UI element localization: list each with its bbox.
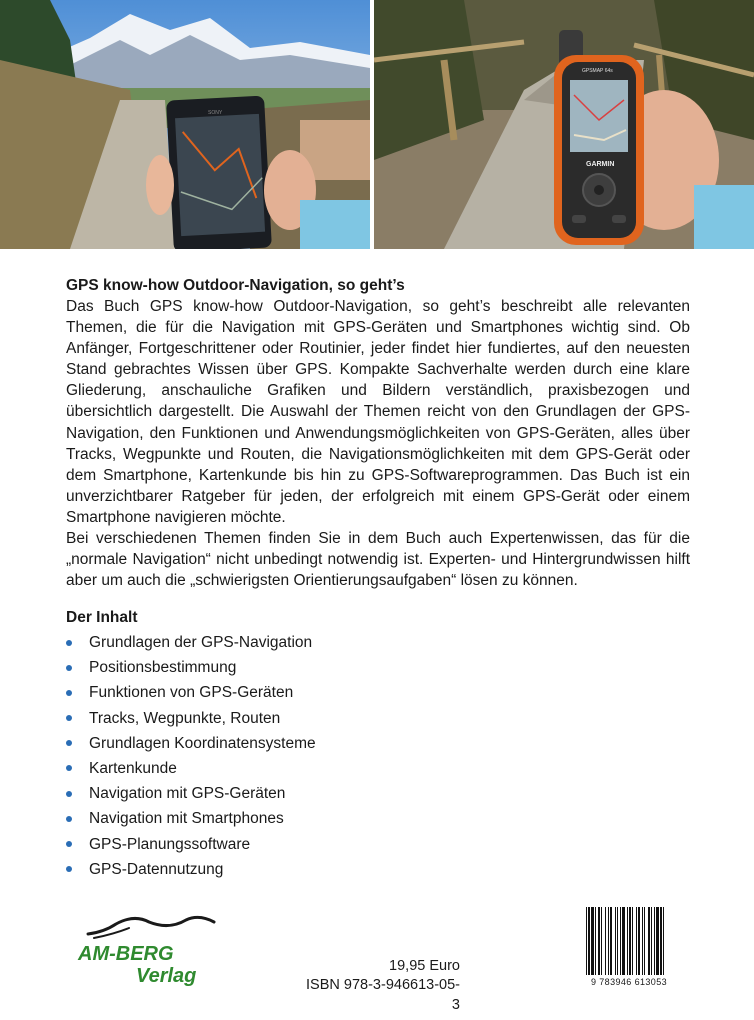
list-item-label: Tracks, Wegpunkte, Routen: [89, 709, 281, 727]
bullet-icon: [66, 765, 72, 771]
barcode-icon: [584, 907, 676, 987]
barcode-bar: [660, 907, 662, 975]
photo-gps-device-trail: [374, 0, 754, 249]
bullet-icon: [66, 740, 72, 746]
description-paragraph: Das Buch GPS know-how Outdoor-Navigation, so geht’s beschreibt alle relevanten Themen, die für die Navigation mit GPS-Geräten und Smartphones wichtig sind. Ob Anfänger, Fortgeschrittener oder Routinier, jeder findet hier fundiertes, auf den neuesten Stand gebrachtes Wissen über GPS. Kompakte Sachverhalte werden durch eine klare Gliederung, anschauliche Grafiken und Bildern verständlich, praxisbezogen und übersichtlich dargestellt. Die Auswahl der Themen reicht von den Grundlagen der GPS-Navigation, den Funktionen und Anwendungsmöglichkeiten von GPS-Geräten, alles über Tracks, Wegpunkte und Routen, die Navigationsmöglichkeiten mit dem GPS-Gerät oder dem Smartphone, Kartenkunde bis hin zu GPS-Softwareprogrammen. Das Buch ist ein unverzichtbarer Ratgeber für jeden, der erfolgreich mit einem GPS-Gerät oder einem Smartphone navigieren möchte.: [66, 298, 690, 526]
barcode-bar: [620, 907, 621, 975]
barcode-bar: [595, 907, 596, 975]
list-item-label: Navigation mit Smartphones: [89, 810, 284, 828]
bullet-icon: [66, 866, 72, 872]
barcode-bar: [663, 907, 664, 975]
barcode-bar: [651, 907, 652, 975]
list-item-label: Kartenkunde: [89, 759, 177, 777]
logo-subtitle: Verlag: [136, 965, 197, 987]
barcode-bar: [608, 907, 609, 975]
barcode-bar: [622, 907, 625, 975]
description-paragraph: Bei verschiedenen Themen finden Sie in dem Buch auch Expertenwissen, das für die „normale Navigation“ nicht unbedingt notwendig ist. Experten- und Hintergrundwissen hilft aber um auch die „schwierigsten Orientierungsaufgaben“ lösen zu können.: [66, 530, 690, 590]
bullet-icon: [66, 841, 72, 847]
barcode-bar: [642, 907, 643, 975]
bullet-icon: [66, 690, 72, 696]
list-item: [66, 756, 316, 781]
barcode-bar: [605, 907, 606, 975]
book-description: [66, 296, 690, 591]
list-item: [66, 857, 316, 882]
barcode-bars: [584, 907, 676, 977]
mountain-logo-icon: [74, 914, 224, 994]
barcode-bar: [648, 907, 650, 975]
barcode-bar: [591, 907, 594, 975]
list-item-label: GPS-Datennutzung: [89, 860, 224, 878]
contents-heading: Der Inhalt: [66, 609, 138, 626]
contents-list: [66, 630, 316, 882]
bullet-icon: [66, 640, 72, 646]
barcode-bar: [636, 907, 637, 975]
list-item-label: Positionsbestimmung: [89, 659, 237, 677]
logo-name: AM-BERG: [78, 943, 174, 965]
barcode-bar: [654, 907, 655, 975]
barcode-bar: [598, 907, 600, 975]
list-item: [66, 832, 316, 857]
barcode-bar: [610, 907, 612, 975]
photo-smartphone-trail: [0, 0, 370, 249]
barcode-bar: [644, 907, 645, 975]
list-item: [66, 655, 316, 680]
photo-gps-device-trail-graphic: [374, 0, 754, 249]
bullet-icon: [66, 816, 72, 822]
barcode-bar: [656, 907, 659, 975]
publisher-logo: [74, 914, 224, 994]
bullet-icon: [66, 791, 72, 797]
list-item: [66, 706, 316, 731]
list-item: [66, 630, 316, 655]
device-brand-label: GARMIN: [586, 161, 615, 168]
bullet-icon: [66, 665, 72, 671]
list-item-label: Grundlagen Koordinatensysteme: [89, 734, 316, 752]
book-price: 19,95 Euro: [389, 958, 460, 974]
list-item: [66, 680, 316, 705]
list-item: [66, 731, 316, 756]
list-item-label: Funktionen von GPS-Geräten: [89, 684, 294, 702]
list-item-label: Grundlagen der GPS-Navigation: [89, 634, 313, 651]
list-item: [66, 806, 316, 831]
barcode-bar: [615, 907, 616, 975]
photo-smartphone-trail-graphic: [0, 0, 370, 249]
barcode-bar: [629, 907, 631, 975]
barcode-digits: 9 783946 613053: [590, 977, 668, 987]
barcode-bar: [627, 907, 628, 975]
device-model-label: GPSMAP 64s: [582, 68, 613, 74]
barcode-bar: [601, 907, 602, 975]
list-item-label: GPS-Planungssoftware: [89, 835, 251, 853]
phone-brand-label: SONY: [208, 110, 223, 116]
book-isbn: ISBN 978-3-946613-05-3: [306, 977, 460, 1013]
barcode-bar: [588, 907, 590, 975]
barcode-bar: [638, 907, 640, 975]
barcode-bar: [632, 907, 633, 975]
barcode-bar: [586, 907, 587, 975]
book-heading: GPS know-how Outdoor-Navigation, so geht’s: [66, 277, 405, 294]
bullet-icon: [66, 715, 72, 721]
list-item: [66, 781, 316, 806]
barcode-bar: [617, 907, 618, 975]
list-item-label: Navigation mit GPS-Geräten: [89, 785, 286, 803]
